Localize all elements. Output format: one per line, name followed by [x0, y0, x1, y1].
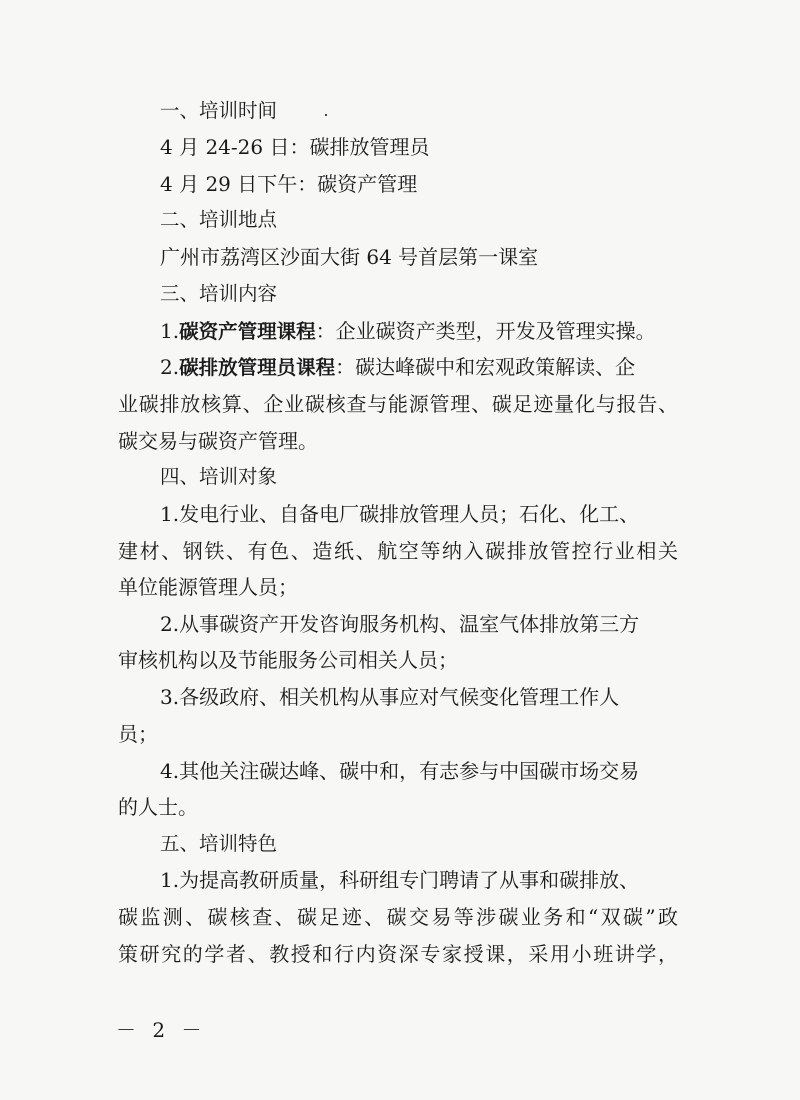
feature-item-1: 1.为提高教研质量，科研组专门聘请了从事和碳排放、: [160, 868, 640, 892]
content-item-2-title: 碳排放管理员课程: [179, 356, 336, 379]
audience-item-1: 1.发电行业、自备电厂碳排放管理人员；石化、化工、: [160, 502, 640, 526]
content-item-1: [160, 317, 680, 346]
page-number: － 2 －: [116, 1018, 207, 1042]
feature-item-1-line-2: 碳监测、碳核查、碳足迹、碳交易等涉碳业务和“双碳”政: [118, 905, 678, 929]
section-2-heading: 二、培训地点: [160, 208, 278, 231]
content-item-2-text: ：碳达峰碳中和宏观政策解读、企: [335, 355, 636, 379]
content-item-2-line-2: 业碳排放核算、企业碳核查与能源管理、碳足迹量化与报告、: [118, 392, 678, 416]
content-item-1-text: ：企业碳资产类型，开发及管理实操。: [315, 319, 656, 343]
section-5-heading: 五、培训特色: [160, 832, 278, 855]
audience-item-2-line-2: 审核机构以及节能服务公司相关人员；: [118, 648, 458, 672]
content-item-1-title: 碳资产管理课程: [179, 320, 316, 343]
audience-item-1-line-2: 建材、钢铁、有色、造纸、航空等纳入碳排放管控行业相关: [118, 539, 678, 563]
audience-item-4: 4.其他关注碳达峰、碳中和，有志参与中国碳市场交易: [160, 759, 640, 783]
location-line: 广州市荔湾区沙面大街 64 号首层第一课室: [160, 245, 539, 269]
schedule-line-2: 4 月 29 日下午：碳资产管理: [160, 172, 418, 196]
content-item-1-number: 1.: [160, 319, 180, 343]
content-item-2: [160, 353, 680, 382]
schedule-line-1: 4 月 24-26 日：碳排放管理员: [160, 135, 430, 159]
audience-item-2: 2.从事碳资产开发咨询服务机构、温室气体排放第三方: [160, 612, 640, 636]
section-3-heading: 三、培训内容: [160, 282, 278, 305]
audience-item-3: 3.各级政府、相关机构从事应对气候变化管理工作人: [160, 685, 620, 709]
audience-item-1-line-3: 单位能源管理人员；: [118, 575, 298, 599]
content-item-2-line-3: 碳交易与碳资产管理。: [118, 429, 318, 453]
content-item-2-number: 2.: [160, 355, 180, 379]
audience-item-3-line-2: 员；: [118, 722, 158, 746]
audience-item-4-line-2: 的人士。: [118, 795, 198, 819]
section-4-heading: 四、培训对象: [160, 465, 278, 488]
feature-item-1-line-3: 策研究的学者、教授和行内资深专家授课，采用小班讲学，: [118, 942, 678, 966]
section-1-heading: 一、培训时间: [160, 99, 278, 122]
